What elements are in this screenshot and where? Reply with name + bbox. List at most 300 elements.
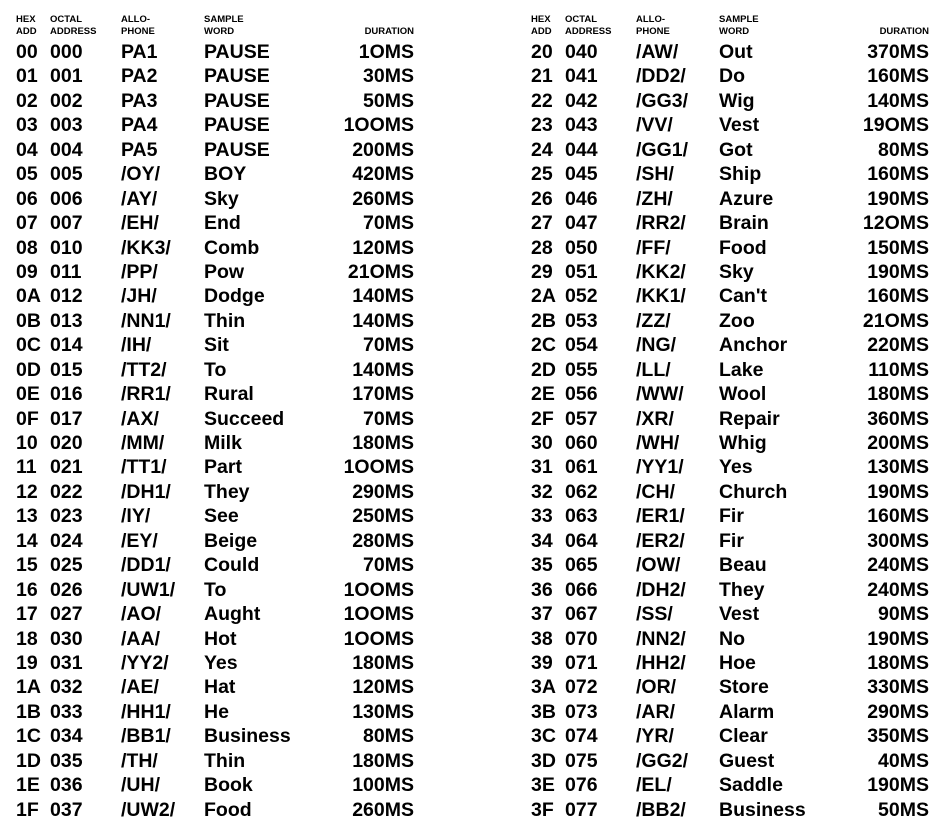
allophone-cell: /OY/ xyxy=(121,163,161,186)
duration-cell: 200MS xyxy=(352,138,414,161)
hex-address-cell: 37 xyxy=(531,603,553,626)
hex-address-cell: 0C xyxy=(16,334,41,357)
hex-address-cell: 00 xyxy=(16,41,38,63)
octal-address-cell: 074 xyxy=(565,725,598,748)
octal-address-cell: 075 xyxy=(565,749,598,772)
duration-cell: 250MS xyxy=(352,505,414,528)
octal-address-cell: 033 xyxy=(50,700,83,723)
sample-word-cell: Store xyxy=(719,676,769,699)
octal-address-cell: 072 xyxy=(565,676,598,699)
sample-word-cell: Repair xyxy=(719,407,780,430)
table-row xyxy=(16,798,416,822)
duration-cell: 240MS xyxy=(867,554,929,577)
allophone-cell: /DH2/ xyxy=(636,578,686,601)
allophone-cell: /TH/ xyxy=(121,749,158,772)
hex-address-cell: 2C xyxy=(531,334,556,357)
table-row xyxy=(16,602,416,626)
sample-word-cell: PAUSE xyxy=(204,41,270,63)
sample-word-cell: Book xyxy=(204,774,253,797)
sample-word-cell: Thin xyxy=(204,309,246,332)
octal-address-cell: 036 xyxy=(50,774,83,797)
duration-cell: 190MS xyxy=(867,774,929,797)
allophone-cell: /OR/ xyxy=(636,676,677,699)
hex-address-cell: 20 xyxy=(531,41,553,63)
octal-address-cell: 014 xyxy=(50,334,83,357)
sample-word-cell: Dodge xyxy=(204,285,265,308)
duration-cell: 180MS xyxy=(352,651,414,674)
table-row xyxy=(16,724,416,748)
sample-word-cell: PAUSE xyxy=(204,114,270,137)
allophone-cell: /AA/ xyxy=(121,627,160,650)
duration-cell: 80MS xyxy=(878,138,929,161)
duration-cell: 200MS xyxy=(867,432,929,454)
duration-cell: 180MS xyxy=(352,749,414,772)
table-row xyxy=(16,89,416,113)
octal-address-cell: 043 xyxy=(565,114,598,137)
octal-address-cell: 005 xyxy=(50,163,83,186)
table-row xyxy=(531,333,931,357)
allophone-cell: /DD1/ xyxy=(121,554,171,577)
hex-address-cell: 10 xyxy=(16,432,38,454)
allophone-cell: /JH/ xyxy=(121,285,157,308)
sample-word-cell: Beige xyxy=(204,529,258,552)
sample-word-cell: Vest xyxy=(719,114,760,137)
hex-address-cell: 16 xyxy=(16,578,38,601)
allophone-cell: /YY1/ xyxy=(636,456,684,479)
duration-cell: 70MS xyxy=(363,212,414,235)
duration-cell: 160MS xyxy=(867,65,929,88)
sample-word-cell: Succeed xyxy=(204,407,285,430)
hex-address-cell: 1F xyxy=(16,798,39,821)
allophone-cell: /CH/ xyxy=(636,480,675,503)
hex-address-cell: 05 xyxy=(16,163,38,186)
hex-address-cell: 0F xyxy=(16,407,39,430)
table-row xyxy=(531,602,931,626)
octal-address-cell: 026 xyxy=(50,578,83,601)
octal-address-cell: 011 xyxy=(50,260,82,283)
octal-address-cell: 063 xyxy=(565,505,598,528)
hex-address-cell: 3F xyxy=(531,798,554,821)
octal-address-cell: 017 xyxy=(50,407,83,430)
octal-address-cell: 067 xyxy=(565,603,598,626)
sample-word-cell: Can't xyxy=(719,285,767,308)
hex-address-cell: 30 xyxy=(531,432,553,454)
hex-address-cell: 07 xyxy=(16,212,38,235)
duration-cell: 50MS xyxy=(363,89,414,112)
octal-address-cell: 030 xyxy=(50,627,83,650)
sample-word-cell: BOY xyxy=(204,163,247,186)
duration-cell: 140MS xyxy=(352,285,414,308)
table-row xyxy=(531,749,931,773)
octal-address-cell: 061 xyxy=(565,456,598,479)
allophone-cell: /MM/ xyxy=(121,432,165,454)
octal-address-cell: 053 xyxy=(565,309,598,332)
hex-address-cell: 01 xyxy=(16,65,38,88)
table-row xyxy=(16,236,416,260)
duration-cell: 21OMS xyxy=(347,260,414,283)
allophone-cell: /NN1/ xyxy=(121,309,171,332)
allophone-cell: /ER2/ xyxy=(636,529,685,552)
allophone-cell: /RR1/ xyxy=(121,383,171,406)
table-row xyxy=(531,162,931,186)
table-row xyxy=(531,187,931,211)
octal-address-cell: 035 xyxy=(50,749,83,772)
hex-address-cell: 03 xyxy=(16,114,38,137)
table-row xyxy=(531,211,931,235)
allophone-cell: /VV/ xyxy=(636,114,673,137)
duration-cell: 110MS xyxy=(868,358,929,381)
allophone-cell: /WH/ xyxy=(636,432,680,454)
table-row xyxy=(531,504,931,528)
sample-word-cell: Hot xyxy=(204,627,237,650)
octal-address-cell: 020 xyxy=(50,432,83,454)
octal-address-cell: 070 xyxy=(565,627,598,650)
duration-cell: 100MS xyxy=(352,774,414,797)
octal-address-cell: 065 xyxy=(565,554,598,577)
octal-address-cell: 040 xyxy=(565,41,598,63)
octal-address-cell: 057 xyxy=(565,407,598,430)
octal-address-cell: 060 xyxy=(565,432,598,454)
allophone-cell: /AO/ xyxy=(121,603,162,626)
hex-address-cell: 06 xyxy=(16,187,38,210)
allophone-cell: /KK3/ xyxy=(121,236,171,259)
octal-address-cell: 003 xyxy=(50,114,83,137)
octal-address-cell: 024 xyxy=(50,529,83,552)
table-row xyxy=(531,675,931,699)
sample-word-cell: Do xyxy=(719,65,745,88)
octal-address-cell: 000 xyxy=(50,41,83,63)
hex-address-cell: 04 xyxy=(16,138,38,161)
hex-address-cell: 29 xyxy=(531,260,553,283)
octal-address-cell: 044 xyxy=(565,138,598,161)
hex-address-cell: 23 xyxy=(531,114,553,137)
header-sample-word: SAMPLE WORD xyxy=(719,14,759,37)
sample-word-cell: Whig xyxy=(719,432,767,454)
duration-cell: 330MS xyxy=(867,676,929,699)
duration-cell: 12OMS xyxy=(862,212,929,235)
table-row xyxy=(16,749,416,773)
sample-word-cell: He xyxy=(204,700,229,723)
duration-cell: 140MS xyxy=(867,89,929,112)
table-row xyxy=(531,578,931,602)
octal-address-cell: 046 xyxy=(565,187,598,210)
hex-address-cell: 33 xyxy=(531,505,553,528)
table-row xyxy=(16,553,416,577)
sample-word-cell: Sit xyxy=(204,334,229,357)
allophone-cell: /DH1/ xyxy=(121,480,171,503)
table-row xyxy=(16,64,416,88)
octal-address-cell: 051 xyxy=(565,260,598,283)
allophone-cell: /BB1/ xyxy=(121,725,171,748)
header-duration: DURATION xyxy=(879,26,929,37)
sample-word-cell: Beau xyxy=(719,554,767,577)
duration-cell: 19OMS xyxy=(862,114,929,137)
octal-address-cell: 041 xyxy=(565,65,598,88)
table-row xyxy=(16,700,416,724)
table-row xyxy=(16,675,416,699)
allophone-cell: /SS/ xyxy=(636,603,673,626)
octal-address-cell: 015 xyxy=(50,358,83,381)
allophone-cell: /KK2/ xyxy=(636,260,686,283)
table-row xyxy=(531,627,931,651)
duration-cell: 70MS xyxy=(363,334,414,357)
hex-address-cell: 32 xyxy=(531,480,553,503)
octal-address-cell: 056 xyxy=(565,383,598,406)
hex-address-cell: 3C xyxy=(531,725,556,748)
sample-word-cell: They xyxy=(719,578,765,601)
hex-address-cell: 02 xyxy=(16,89,38,112)
table-rows-left xyxy=(16,40,416,822)
duration-cell: 360MS xyxy=(867,407,929,430)
table-row xyxy=(531,651,931,675)
duration-cell: 180MS xyxy=(352,432,414,454)
table-row xyxy=(16,162,416,186)
duration-cell: 1OOMS xyxy=(343,603,414,626)
allophone-cell: /UW1/ xyxy=(121,578,176,601)
octal-address-cell: 047 xyxy=(565,212,598,235)
hex-address-cell: 34 xyxy=(531,529,553,552)
octal-address-cell: 071 xyxy=(565,651,598,674)
table-row xyxy=(16,113,416,137)
allophone-cell: /OW/ xyxy=(636,554,681,577)
octal-address-cell: 052 xyxy=(565,285,598,308)
duration-cell: 120MS xyxy=(352,236,414,259)
allophone-cell: /HH2/ xyxy=(636,651,686,674)
table-row xyxy=(16,773,416,797)
octal-address-cell: 037 xyxy=(50,798,83,821)
table-row xyxy=(16,138,416,162)
table-row xyxy=(531,358,931,382)
allophone-cell: /WW/ xyxy=(636,383,684,406)
duration-cell: 1OMS xyxy=(358,41,414,63)
duration-cell: 140MS xyxy=(352,358,414,381)
hex-address-cell: 35 xyxy=(531,554,553,577)
octal-address-cell: 010 xyxy=(50,236,83,259)
hex-address-cell: 1A xyxy=(16,676,41,699)
octal-address-cell: 076 xyxy=(565,774,598,797)
allophone-cell: PA3 xyxy=(121,89,158,112)
allophone-cell: /UH/ xyxy=(121,774,160,797)
hex-address-cell: 3A xyxy=(531,676,556,699)
sample-word-cell: Azure xyxy=(719,187,774,210)
octal-address-cell: 013 xyxy=(50,309,83,332)
hex-address-cell: 18 xyxy=(16,627,38,650)
allophone-cell: /GG1/ xyxy=(636,138,689,161)
table-row xyxy=(531,309,931,333)
hex-address-cell: 2D xyxy=(531,358,556,381)
table-row xyxy=(16,578,416,602)
sample-word-cell: Food xyxy=(719,236,767,259)
hex-address-cell: 12 xyxy=(16,480,38,503)
octal-address-cell: 006 xyxy=(50,187,83,210)
hex-address-cell: 39 xyxy=(531,651,553,674)
octal-address-cell: 031 xyxy=(50,651,83,674)
allophone-cell: /AX/ xyxy=(121,407,159,430)
sample-word-cell: No xyxy=(719,627,745,650)
hex-address-cell: 13 xyxy=(16,505,38,528)
hex-address-cell: 26 xyxy=(531,187,553,210)
octal-address-cell: 012 xyxy=(50,285,83,308)
hex-address-cell: 1E xyxy=(16,774,40,797)
table-row xyxy=(16,187,416,211)
table-row xyxy=(531,455,931,479)
octal-address-cell: 034 xyxy=(50,725,83,748)
octal-address-cell: 032 xyxy=(50,676,83,699)
octal-address-cell: 002 xyxy=(50,89,83,112)
sample-word-cell: Hat xyxy=(204,676,236,699)
header-hex-address: HEX ADD xyxy=(531,14,552,37)
duration-cell: 180MS xyxy=(867,651,929,674)
table-row xyxy=(531,407,931,431)
duration-cell: 1OOMS xyxy=(343,456,414,479)
duration-cell: 160MS xyxy=(867,285,929,308)
sample-word-cell: Aught xyxy=(204,603,261,626)
hex-address-cell: 1D xyxy=(16,749,41,772)
sample-word-cell: To xyxy=(204,358,227,381)
sample-word-cell: Rural xyxy=(204,383,254,406)
table-row xyxy=(16,407,416,431)
allophone-cell: /TT1/ xyxy=(121,456,167,479)
sample-word-cell: Got xyxy=(719,138,753,161)
table-rows-right xyxy=(531,40,931,822)
sample-word-cell: Zoo xyxy=(719,309,755,332)
hex-address-cell: 2E xyxy=(531,383,555,406)
sample-word-cell: To xyxy=(204,578,227,601)
octal-address-cell: 054 xyxy=(565,334,598,357)
table-row xyxy=(16,480,416,504)
allophone-cell: PA4 xyxy=(121,114,158,137)
duration-cell: 180MS xyxy=(867,383,929,406)
allophone-cell: /NG/ xyxy=(636,334,677,357)
allophone-cell: /GG2/ xyxy=(636,749,689,772)
sample-word-cell: Saddle xyxy=(719,774,783,797)
allophone-cell: /IY/ xyxy=(121,505,151,528)
duration-cell: 220MS xyxy=(867,334,929,357)
allophone-cell: /UW2/ xyxy=(121,798,176,821)
allophone-cell: /XR/ xyxy=(636,407,674,430)
allophone-cell: /AY/ xyxy=(121,187,158,210)
allophone-cell: /ER1/ xyxy=(636,505,685,528)
duration-cell: 190MS xyxy=(867,480,929,503)
header-allophone: ALLO- PHONE xyxy=(636,14,670,37)
hex-address-cell: 0B xyxy=(16,309,41,332)
duration-cell: 140MS xyxy=(352,309,414,332)
allophone-cell: /GG3/ xyxy=(636,89,689,112)
octal-address-cell: 023 xyxy=(50,505,83,528)
table-row xyxy=(16,211,416,235)
sample-word-cell: Lake xyxy=(719,358,764,381)
allophone-cell: /YR/ xyxy=(636,725,674,748)
duration-cell: 160MS xyxy=(867,163,929,186)
octal-address-cell: 027 xyxy=(50,603,83,626)
duration-cell: 70MS xyxy=(363,554,414,577)
header-sample-word: SAMPLE WORD xyxy=(204,14,244,37)
allophone-cell: /PP/ xyxy=(121,260,158,283)
duration-cell: 90MS xyxy=(878,603,929,626)
allophone-cell: /AR/ xyxy=(636,700,675,723)
hex-address-cell: 27 xyxy=(531,212,553,235)
octal-address-cell: 045 xyxy=(565,163,598,186)
hex-address-cell: 24 xyxy=(531,138,553,161)
duration-cell: 30MS xyxy=(363,65,414,88)
duration-cell: 70MS xyxy=(363,407,414,430)
octal-address-cell: 004 xyxy=(50,138,83,161)
duration-cell: 21OMS xyxy=(862,309,929,332)
sample-word-cell: Thin xyxy=(204,749,246,772)
duration-cell: 150MS xyxy=(867,236,929,259)
table-row xyxy=(531,798,931,822)
sample-word-cell: PAUSE xyxy=(204,65,270,88)
sample-word-cell: Comb xyxy=(204,236,260,259)
sample-word-cell: Sky xyxy=(204,187,239,210)
sample-word-cell: PAUSE xyxy=(204,138,270,161)
duration-cell: 290MS xyxy=(867,700,929,723)
hex-address-cell: 0D xyxy=(16,358,41,381)
table-row xyxy=(16,284,416,308)
sample-word-cell: Yes xyxy=(204,651,238,674)
allophone-cell: /SH/ xyxy=(636,163,674,186)
allophone-cell: /KK1/ xyxy=(636,285,686,308)
header-duration: DURATION xyxy=(364,26,414,37)
duration-cell: 260MS xyxy=(352,187,414,210)
allophone-cell: /NN2/ xyxy=(636,627,686,650)
sample-word-cell: Milk xyxy=(204,432,242,454)
hex-address-cell: 19 xyxy=(16,651,38,674)
octal-address-cell: 001 xyxy=(50,65,83,88)
octal-address-cell: 007 xyxy=(50,212,83,235)
hex-address-cell: 2B xyxy=(531,309,556,332)
duration-cell: 130MS xyxy=(867,456,929,479)
hex-address-cell: 0E xyxy=(16,383,40,406)
octal-address-cell: 077 xyxy=(565,798,598,821)
octal-address-cell: 021 xyxy=(50,456,83,479)
sample-word-cell: End xyxy=(204,212,241,235)
allophone-cell: /EH/ xyxy=(121,212,159,235)
table-row xyxy=(16,309,416,333)
octal-address-cell: 062 xyxy=(565,480,598,503)
duration-cell: 190MS xyxy=(867,187,929,210)
sample-word-cell: Anchor xyxy=(719,334,788,357)
table-row xyxy=(531,236,931,260)
duration-cell: 120MS xyxy=(352,676,414,699)
sample-word-cell: Wool xyxy=(719,383,767,406)
octal-address-cell: 055 xyxy=(565,358,598,381)
hex-address-cell: 3B xyxy=(531,700,556,723)
octal-address-cell: 073 xyxy=(565,700,598,723)
duration-cell: 290MS xyxy=(352,480,414,503)
duration-cell: 240MS xyxy=(867,578,929,601)
table-row xyxy=(531,260,931,284)
allophone-cell: /DD2/ xyxy=(636,65,686,88)
sample-word-cell: Wig xyxy=(719,89,755,112)
allophone-cell: /FF/ xyxy=(636,236,671,259)
sample-word-cell: Business xyxy=(719,798,806,821)
duration-cell: 40MS xyxy=(878,749,929,772)
allophone-cell: /BB2/ xyxy=(636,798,686,821)
table-row xyxy=(531,553,931,577)
duration-cell: 170MS xyxy=(352,383,414,406)
sample-word-cell: Brain xyxy=(719,212,769,235)
duration-cell: 370MS xyxy=(867,41,929,63)
sample-word-cell: Yes xyxy=(719,456,753,479)
duration-cell: 80MS xyxy=(363,725,414,748)
duration-cell: 300MS xyxy=(867,529,929,552)
sample-word-cell: Vest xyxy=(719,603,760,626)
allophone-cell: /AW/ xyxy=(636,41,679,63)
sample-word-cell: Fir xyxy=(719,505,744,528)
table-row xyxy=(16,627,416,651)
table-row xyxy=(531,40,931,64)
